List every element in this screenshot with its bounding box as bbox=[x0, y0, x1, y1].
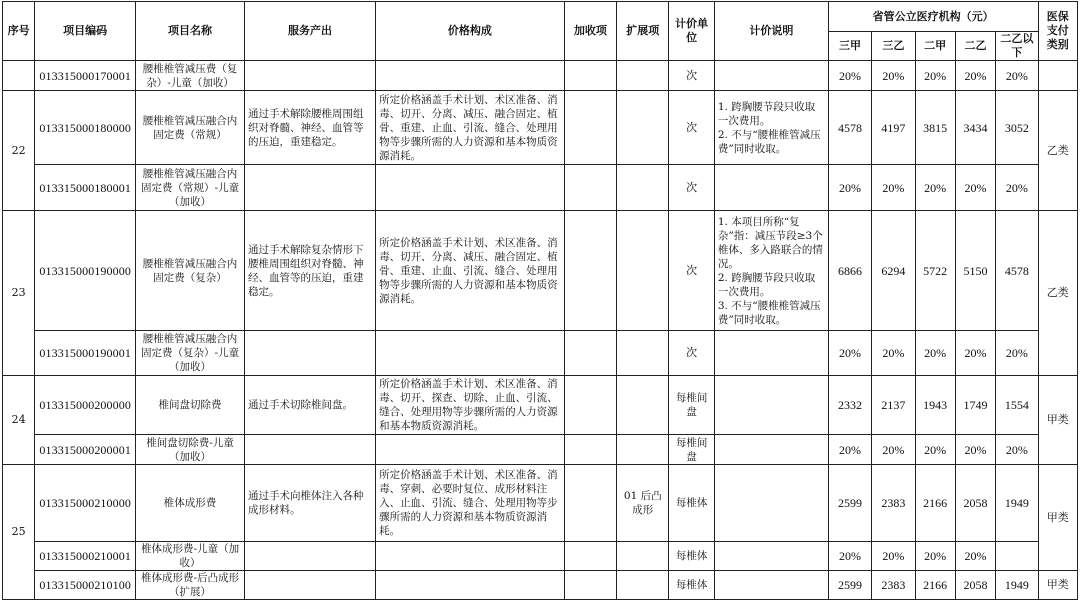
cell-addon bbox=[564, 331, 616, 376]
cell-composition bbox=[376, 331, 565, 376]
cell-addon bbox=[564, 211, 616, 331]
cell-explanation bbox=[714, 542, 828, 571]
cell-insurance: 乙类 bbox=[1038, 211, 1077, 376]
cell-seq bbox=[3, 61, 35, 91]
cell-price: 3434 bbox=[955, 91, 995, 165]
cell-seq: 24 bbox=[3, 376, 35, 465]
cell-addon bbox=[564, 61, 616, 91]
cell-output bbox=[245, 165, 376, 211]
cell-price: 20% bbox=[915, 435, 955, 465]
cell-name: 椎体成形费 bbox=[136, 465, 245, 542]
cell-price: 2166 bbox=[915, 571, 955, 600]
cell-name: 腰椎椎管减压融合内固定费（复杂）-儿童（加收） bbox=[136, 331, 245, 376]
cell-code: 013315000210100 bbox=[35, 571, 136, 600]
table-row bbox=[3, 165, 1078, 211]
cell-explanation bbox=[714, 465, 828, 542]
cell-code: 013315000190000 bbox=[35, 211, 136, 331]
cell-code: 013315000180001 bbox=[35, 165, 136, 211]
cell-price: 5150 bbox=[955, 211, 995, 331]
cell-insurance bbox=[1038, 61, 1077, 91]
cell-price: 3815 bbox=[915, 91, 955, 165]
cell-explanation: 1. 跨胸腰节段只收取一次费用。 2. 不与“腰椎椎管减压费”同时收取。 bbox=[714, 91, 828, 165]
cell-name: 腰椎椎管减压费（复杂）-儿童（加收） bbox=[136, 61, 245, 91]
cell-name: 椎间盘切除费 bbox=[136, 376, 245, 435]
cell-price: 20% bbox=[955, 61, 995, 91]
cell-unit: 每椎体 bbox=[669, 465, 714, 542]
cell-explanation bbox=[714, 376, 828, 435]
header-tier: 二甲 bbox=[915, 32, 955, 61]
cell-price: 2058 bbox=[955, 465, 995, 542]
cell-extension bbox=[617, 331, 669, 376]
cell-addon bbox=[564, 571, 616, 600]
cell-unit: 次 bbox=[669, 331, 714, 376]
cell-output: 通过手术向椎体注入各种成形材料。 bbox=[245, 465, 376, 542]
cell-price: 1949 bbox=[996, 465, 1038, 542]
cell-addon bbox=[564, 91, 616, 165]
cell-name: 腰椎椎管减压融合内固定费（常规）-儿童（加收） bbox=[136, 165, 245, 211]
cell-seq: 23 bbox=[3, 211, 35, 376]
cell-price: 2599 bbox=[828, 465, 871, 542]
header-name: 项目名称 bbox=[136, 2, 245, 61]
cell-price: 20% bbox=[915, 331, 955, 376]
cell-unit: 次 bbox=[669, 165, 714, 211]
cell-code: 013315000200001 bbox=[35, 435, 136, 465]
cell-addon bbox=[564, 435, 616, 465]
cell-unit: 次 bbox=[669, 61, 714, 91]
header-insurance: 医保支付类别 bbox=[1038, 2, 1077, 61]
cell-price: 20% bbox=[996, 435, 1038, 465]
cell-price: 2058 bbox=[955, 571, 995, 600]
cell-unit: 每椎体 bbox=[669, 571, 714, 600]
cell-explanation: 1. 本项目所称“复杂”指：减压节段≥3个椎体、多入路联合的情况。 2. 跨胸腰节段只收取一次费用。 3. 不与“腰椎椎管减压费”同时收取。 bbox=[714, 211, 828, 331]
cell-code: 013315000210001 bbox=[35, 542, 136, 571]
cell-unit: 次 bbox=[669, 91, 714, 165]
cell-price: 20% bbox=[828, 165, 871, 211]
cell-price: 1749 bbox=[955, 376, 995, 435]
cell-price: 20% bbox=[955, 542, 995, 571]
cell-code: 013315000170001 bbox=[35, 61, 136, 91]
cell-insurance: 乙类 bbox=[1038, 91, 1077, 211]
cell-price: 20% bbox=[872, 542, 915, 571]
cell-name: 腰椎椎管减压融合内固定费（常规） bbox=[136, 91, 245, 165]
cell-extension bbox=[617, 435, 669, 465]
table-row bbox=[3, 61, 1078, 91]
cell-unit: 每椎体 bbox=[669, 542, 714, 571]
header-tier: 二乙以下 bbox=[996, 32, 1038, 61]
cell-price: 20% bbox=[828, 61, 871, 91]
cell-price: 2599 bbox=[828, 571, 871, 600]
cell-addon bbox=[564, 376, 616, 435]
cell-composition bbox=[376, 435, 565, 465]
cell-addon bbox=[564, 465, 616, 542]
cell-price: 20% bbox=[872, 165, 915, 211]
cell-composition bbox=[376, 571, 565, 600]
header-institution-group: 省管公立医疗机构（元） bbox=[828, 2, 1038, 32]
cell-name: 椎体成形费-儿童（加收） bbox=[136, 542, 245, 571]
cell-extension bbox=[617, 542, 669, 571]
cell-price: 20% bbox=[915, 542, 955, 571]
cell-unit: 次 bbox=[669, 211, 714, 331]
cell-price: 1554 bbox=[996, 376, 1038, 435]
cell-output bbox=[245, 435, 376, 465]
header-tier: 二乙 bbox=[955, 32, 995, 61]
cell-code: 013315000210000 bbox=[35, 465, 136, 542]
cell-price: 2137 bbox=[872, 376, 915, 435]
header-code: 项目编码 bbox=[35, 2, 136, 61]
table-row bbox=[3, 376, 1078, 435]
cell-output bbox=[245, 542, 376, 571]
cell-extension bbox=[617, 211, 669, 331]
cell-price: 2383 bbox=[872, 571, 915, 600]
cell-composition: 所定价格涵盖手术计划、术区准备、消毒、穿刺、必要时复位、成形材料注入、止血、引流、缝合、处理用物等步骤所需的人力资源和基本物质资源消耗。 bbox=[376, 465, 565, 542]
cell-explanation bbox=[714, 61, 828, 91]
cell-price: 1943 bbox=[915, 376, 955, 435]
cell-price: 3052 bbox=[996, 91, 1038, 165]
table-row bbox=[3, 435, 1078, 465]
cell-extension bbox=[617, 376, 669, 435]
cell-explanation bbox=[714, 331, 828, 376]
cell-price: 20% bbox=[915, 61, 955, 91]
cell-composition: 所定价格涵盖手术计划、术区准备、消毒、切开、分离、减压、融合固定、植骨、重建、止血、引流、缝合、处理用物等步骤所需的人力资源和基本物质资源消耗。 bbox=[376, 211, 565, 331]
cell-composition bbox=[376, 61, 565, 91]
cell-code: 013315000180000 bbox=[35, 91, 136, 165]
table-row bbox=[3, 571, 1078, 600]
cell-price: 20% bbox=[828, 331, 871, 376]
cell-price: 20% bbox=[955, 165, 995, 211]
cell-price: 20% bbox=[872, 61, 915, 91]
price-table bbox=[2, 1, 1078, 600]
cell-insurance: 甲类 bbox=[1038, 571, 1077, 600]
table-row bbox=[3, 211, 1078, 331]
table-row bbox=[3, 542, 1078, 571]
cell-code: 013315000200000 bbox=[35, 376, 136, 435]
cell-price: 2332 bbox=[828, 376, 871, 435]
cell-extension bbox=[617, 571, 669, 600]
cell-composition bbox=[376, 165, 565, 211]
cell-output: 通过手术解除腰椎周围组织对脊髓、神经、血管等的压迫，重建稳定。 bbox=[245, 91, 376, 165]
cell-price: 4197 bbox=[872, 91, 915, 165]
cell-price: 20% bbox=[828, 542, 871, 571]
cell-price: 4578 bbox=[996, 211, 1038, 331]
cell-price: 20% bbox=[955, 435, 995, 465]
cell-price: 6866 bbox=[828, 211, 871, 331]
cell-composition bbox=[376, 542, 565, 571]
cell-price: 20% bbox=[955, 331, 995, 376]
header-output: 服务产出 bbox=[245, 2, 376, 61]
table-row bbox=[3, 91, 1078, 165]
cell-price: 20% bbox=[915, 165, 955, 211]
cell-addon bbox=[564, 165, 616, 211]
cell-code: 013315000190001 bbox=[35, 331, 136, 376]
cell-explanation bbox=[714, 571, 828, 600]
cell-output: 通过手术解除复杂情形下腰椎周围组织对脊髓、神经、血管等的压迫，重建稳定。 bbox=[245, 211, 376, 331]
cell-price: 2383 bbox=[872, 465, 915, 542]
cell-output bbox=[245, 331, 376, 376]
cell-output bbox=[245, 61, 376, 91]
header-unit: 计价单位 bbox=[669, 2, 714, 61]
cell-output bbox=[245, 571, 376, 600]
header-composition: 价格构成 bbox=[376, 2, 565, 61]
cell-addon bbox=[564, 542, 616, 571]
cell-price: 6294 bbox=[872, 211, 915, 331]
header-seq: 序号 bbox=[3, 2, 35, 61]
cell-seq: 22 bbox=[3, 91, 35, 211]
cell-name: 椎间盘切除费-儿童（加收） bbox=[136, 435, 245, 465]
table-row bbox=[3, 331, 1078, 376]
cell-extension bbox=[617, 165, 669, 211]
cell-composition: 所定价格涵盖手术计划、术区准备、消毒、切开、探查、切除、止血、引流、缝合、处理用物等步骤所需的人力资源和基本物质资源消耗。 bbox=[376, 376, 565, 435]
cell-extension bbox=[617, 61, 669, 91]
cell-price: 1949 bbox=[996, 571, 1038, 600]
cell-extension: 01 后凸成形 bbox=[617, 465, 669, 542]
cell-unit: 每椎间盘 bbox=[669, 435, 714, 465]
cell-extension bbox=[617, 91, 669, 165]
cell-price: 2166 bbox=[915, 465, 955, 542]
header-explanation: 计价说明 bbox=[714, 2, 828, 61]
cell-price bbox=[996, 542, 1038, 571]
cell-price: 20% bbox=[996, 61, 1038, 91]
cell-explanation bbox=[714, 435, 828, 465]
cell-output: 通过手术切除椎间盘。 bbox=[245, 376, 376, 435]
cell-name: 椎体成形费-后凸成形（扩展） bbox=[136, 571, 245, 600]
cell-insurance: 甲类 bbox=[1038, 465, 1077, 571]
cell-price: 20% bbox=[828, 435, 871, 465]
cell-price: 4578 bbox=[828, 91, 871, 165]
cell-unit: 每椎间盘 bbox=[669, 376, 714, 435]
cell-insurance: 甲类 bbox=[1038, 376, 1077, 465]
cell-price: 5722 bbox=[915, 211, 955, 331]
table-row bbox=[3, 465, 1078, 542]
header-extension: 扩展项 bbox=[617, 2, 669, 61]
header-addon: 加收项 bbox=[564, 2, 616, 61]
cell-price: 20% bbox=[872, 435, 915, 465]
header-tier: 三甲 bbox=[828, 32, 871, 61]
cell-price: 20% bbox=[872, 331, 915, 376]
cell-name: 腰椎椎管减压融合内固定费（复杂） bbox=[136, 211, 245, 331]
cell-price: 20% bbox=[996, 331, 1038, 376]
cell-composition: 所定价格涵盖手术计划、术区准备、消毒、切开、分离、减压、融合固定、植骨、重建、止血、引流、缝合、处理用物等步骤所需的人力资源和基本物质资源消耗。 bbox=[376, 91, 565, 165]
cell-price: 20% bbox=[996, 165, 1038, 211]
header-tier: 三乙 bbox=[872, 32, 915, 61]
cell-seq: 25 bbox=[3, 465, 35, 600]
cell-explanation bbox=[714, 165, 828, 211]
header-row-1 bbox=[3, 2, 1078, 32]
